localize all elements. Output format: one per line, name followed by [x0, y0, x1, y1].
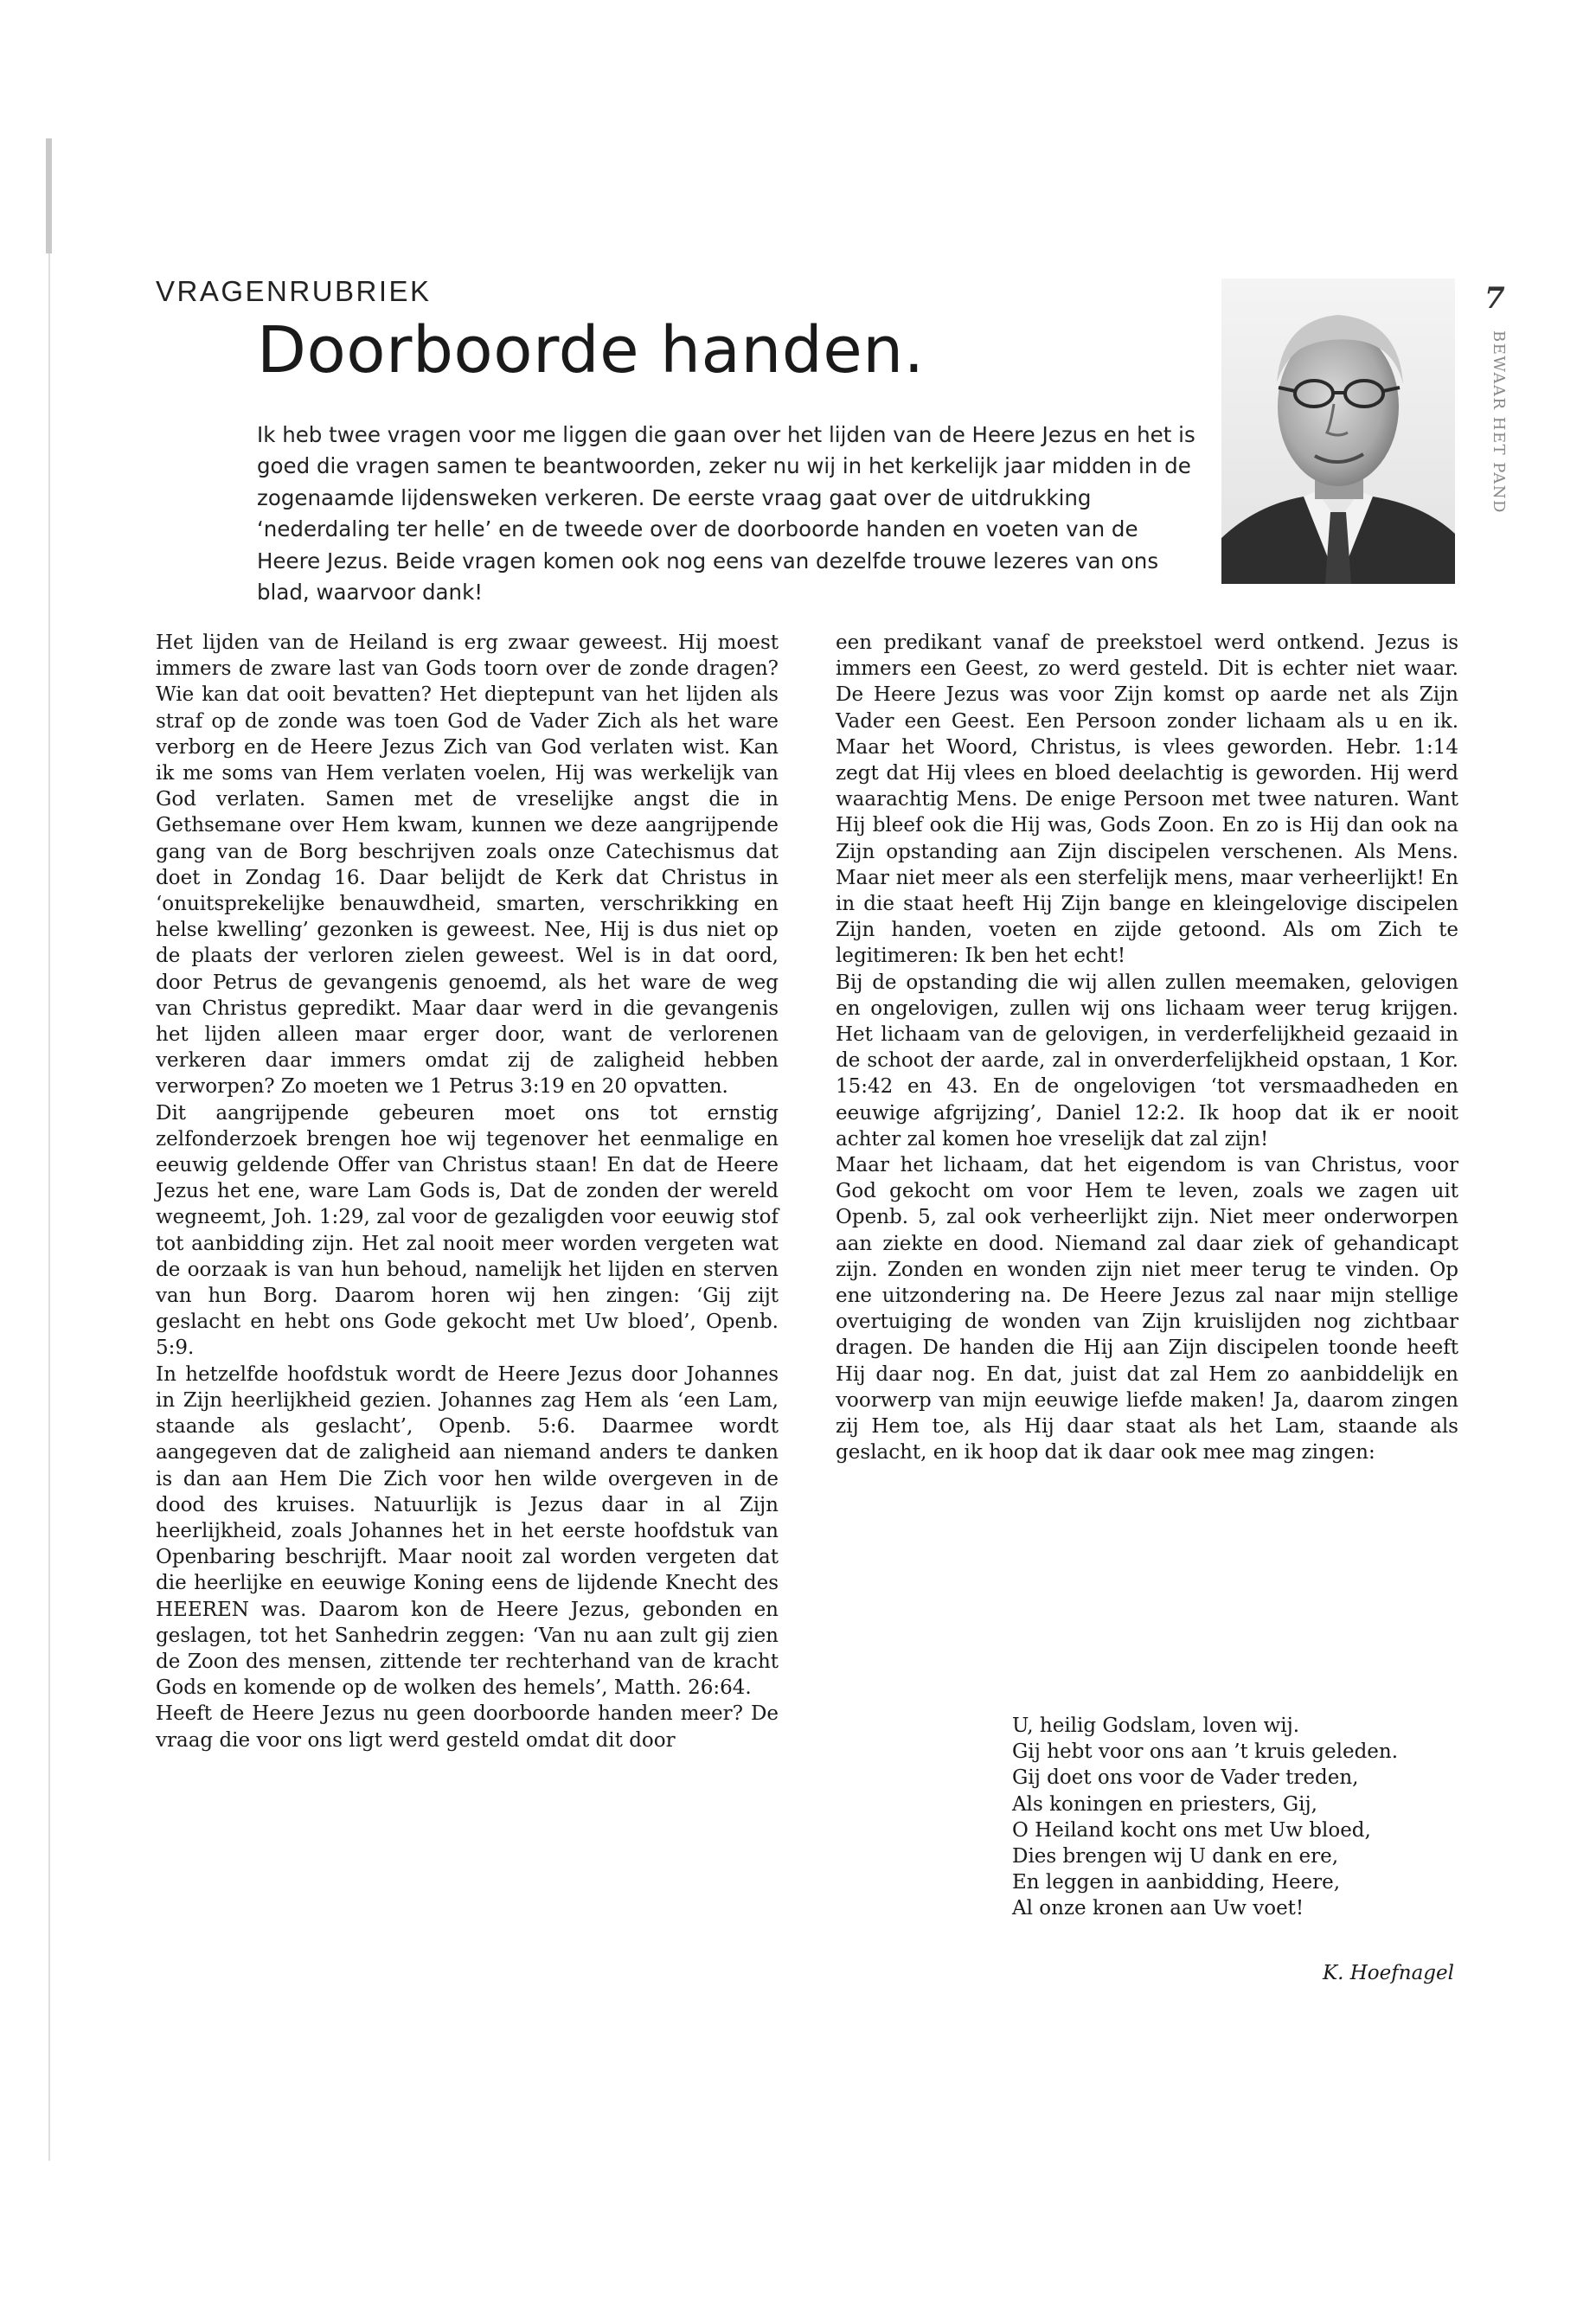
verse-line: Al onze kronen aan Uw voet!: [1012, 1897, 1304, 1920]
paragraph: Maar het lichaam, dat het eigendom is van Christus, voor God gekocht om voor Hem te leven, zoals we zagen uit Openb. 5, zal ook verheerlijkt zijn. Niet meer onderworpen aan ziekte en dood. Niemand zal daar ziek of gehandicapt zijn. Zonden en wonden zijn niet meer terug te vinden. Op ene uitzondering na. De Heere Jezus zal naar mijn stellige overtuiging de wonden van Zijn kruislijden nog zichtbaar dragen. De handen die Hij aan Zijn discipelen toonde heeft Hij daar nog. En dat, juist dat zal Hem zo aanbiddelijk en voorwerp van mijn eeuwige liefde maken! Ja, daarom zingen zij Hem toe, als Hij daar staat als het Lam, staande als geslacht, en ik hoop dat ik daar ook mee mag zingen:: [836, 1154, 1458, 1465]
margin-bar: [46, 138, 52, 253]
section-rubric: VRAGENRUBRIEK: [156, 275, 432, 307]
paragraph: Het lijden van de Heiland is erg zwaar geweest. Hij moest immers de zware last van Gods toorn over de zonde dragen? Wie kan dat ooit bevatten? Het dieptepunt van het lijden als straf op de zonde was toen God de Vader Zich als het ware verborg en de Heere Jezus Zich van God verlaten wist. Kan ik me soms van Hem verlaten voelen, Hij was werkelijk van God verlaten. Samen met de vreselijke angst die in Gethsemane over Hem kwam, kunnen we deze aangrijpende gang van de Borg beschrijven zoals onze Catechismus dat doet in Zondag 16. Daar belijdt de Kerk dat Christus in ‘onuitsprekelijke benauwdheid, smarten, verschrikking en helse kwelling’ gezonken is geweest. Nee, Hij is dus niet op de plaats der verloren zielen geweest. Wel is in dat oord, door Petrus de gevangenis genoemd, als het ware de weg van Christus gepredikt. Maar daar werd in die gevangenis het lijden alleen maar erger door, want de verlorenen verkeren daar immers omdat zij de zaligheid hebben verworpen? Zo moeten we 1 Petrus 3:19 en 20 opvatten.: [156, 631, 779, 1099]
running-head: BEWAAR HET PAND: [1490, 330, 1508, 514]
article-title: Doorboorde handen.: [257, 313, 925, 388]
page-number: 7: [1484, 281, 1505, 316]
verse-line: En leggen in aanbidding, Heere,: [1012, 1871, 1341, 1894]
article-intro: Ik heb twee vragen voor me liggen die gaan over het lijden van de Heere Jezus en het is goed die vragen samen te beantwoorden, zeker nu wij in het kerkelijk jaar midden in de zogenaamde lijdensweken verkeren. De eerste vraag gaat over de uitdrukking ‘nederdaling ter helle’ en de tweede over de doorboorde handen en voeten van de Heere Jezus. Beide vragen komen ook nog eens van dezelfde trouwe lezeres van ons blad, waarvoor dank!: [257, 422, 1195, 606]
verse-line: O Heiland kocht ons met Uw bloed,: [1012, 1818, 1371, 1842]
verse-line: Gij doet ons voor de Vader treden,: [1012, 1766, 1359, 1790]
paragraph: Dit aangrijpende gebeuren moet ons tot ernstig zelfonderzoek brengen hoe wij tegenover het eenmalige en eeuwig geldende Offer van Christus staan! En dat de Heere Jezus het ene, ware Lam Gods is, Dat de zonden der wereld wegneemt, Joh. 1:29, zal voor de gezaligden voor eeuwig stof tot aanbidding zijn. Het zal nooit meer worden vergeten wat de oorzaak is van hun behoud, namelijk het lijden en sterven van hun Borg. Daarom horen wij hen zingen: ‘Gij zijt geslacht en hebt ons Gode gekocht met Uw bloed’, Openb. 5:9.: [156, 1101, 779, 1360]
verse-line: Als koningen en priesters, Gij,: [1012, 1792, 1317, 1816]
paragraph: In hetzelfde hoofdstuk wordt de Heere Jezus door Johannes in Zijn heerlijkheid gezien. Johannes zag Hem als ‘een Lam, staande als geslacht’, Openb. 5:6. Daarmee wordt aangegeven dat de zaligheid aan niemand anders te danken is dan aan Hem Die Zich voor hen wilde overgeven in de dood des kruises. Natuurlijk is Jezus daar in al Zijn heerlijkheid, zoals Johannes het in het eerste hoofdstuk van Openbaring beschrijft. Maar nooit zal worden vergeten dat die heerlijke en eeuwige Koning eens de lijdende Knecht des HEEREN was. Daarom kon de Heere Jezus, gebonden en geslagen, tot het Sanhedrin zeggen: ‘Van nu aan zult gij zien de Zoon des mensen, zittende ter rechterhand van de kracht Gods en komende op de wolken des hemels’, Matth. 26:64.: [156, 1362, 779, 1700]
paragraph: Heeft de Heere Jezus nu geen doorboorde handen meer? De vraag die voor ons ligt werd gesteld omdat dit door: [156, 1702, 779, 1752]
margin-line: [48, 253, 50, 2161]
author-portrait: [1221, 279, 1455, 584]
verse-line: Gij hebt voor ons aan ’t kruis geleden.: [1012, 1740, 1399, 1764]
verse-line: U, heilig Godslam, loven wij.: [1012, 1715, 1300, 1737]
paragraph: Bij de opstanding die wij allen zullen meemaken, gelovigen en ongelovigen, zullen wij ons lichaam weer terug krijgen. Het lichaam van de gelovigen, in verderfelijkheid gezaaid in de schoot der aarde, zal in onverderfelijkheid opstaan, 1 Kor. 15:42 en 43. En de ongelovigen ‘tot versmaadheden en eeuwige afgrijzing’, Daniel 12:2. Ik hoop dat ik er nooit achter zal komen hoe vreselijk dat zal zijn!: [836, 971, 1458, 1150]
right-column: [836, 630, 1458, 1466]
verse-line: Dies brengen wij U dank en ere,: [1012, 1845, 1339, 1868]
hymn-verse: [1012, 1713, 1462, 1922]
paragraph: een predikant vanaf de preekstoel werd ontkend. Jezus is immers een Geest, zo werd gesteld. Dit is echter niet waar. De Heere Jezus was voor Zijn komst op aarde net als Zijn Vader een Geest. Een Persoon zonder lichaam als u en ik. Maar het Woord, Christus, is vlees geworden. Hebr. 1:14 zegt dat Hij vlees en bloed deelachtig is geworden. Hij werd waarachtig Mens. De enige Persoon met twee naturen. Want Hij bleef ook die Hij was, Gods Zoon. En zo is Hij dan ook na Zijn opstanding aan Zijn discipelen verschenen. Als Mens. Maar niet meer als een sterfelijk mens, maar verheerlijkt! En in die staat heeft Hij Zijn bange en kleingelovige discipelen Zijn handen, voeten en zijde getoond. Als om Zich te legitimeren: Ik ben het echt!: [836, 631, 1458, 968]
left-column: [156, 630, 779, 1753]
author-signature: K. Hoefnagel: [1322, 1962, 1454, 1984]
